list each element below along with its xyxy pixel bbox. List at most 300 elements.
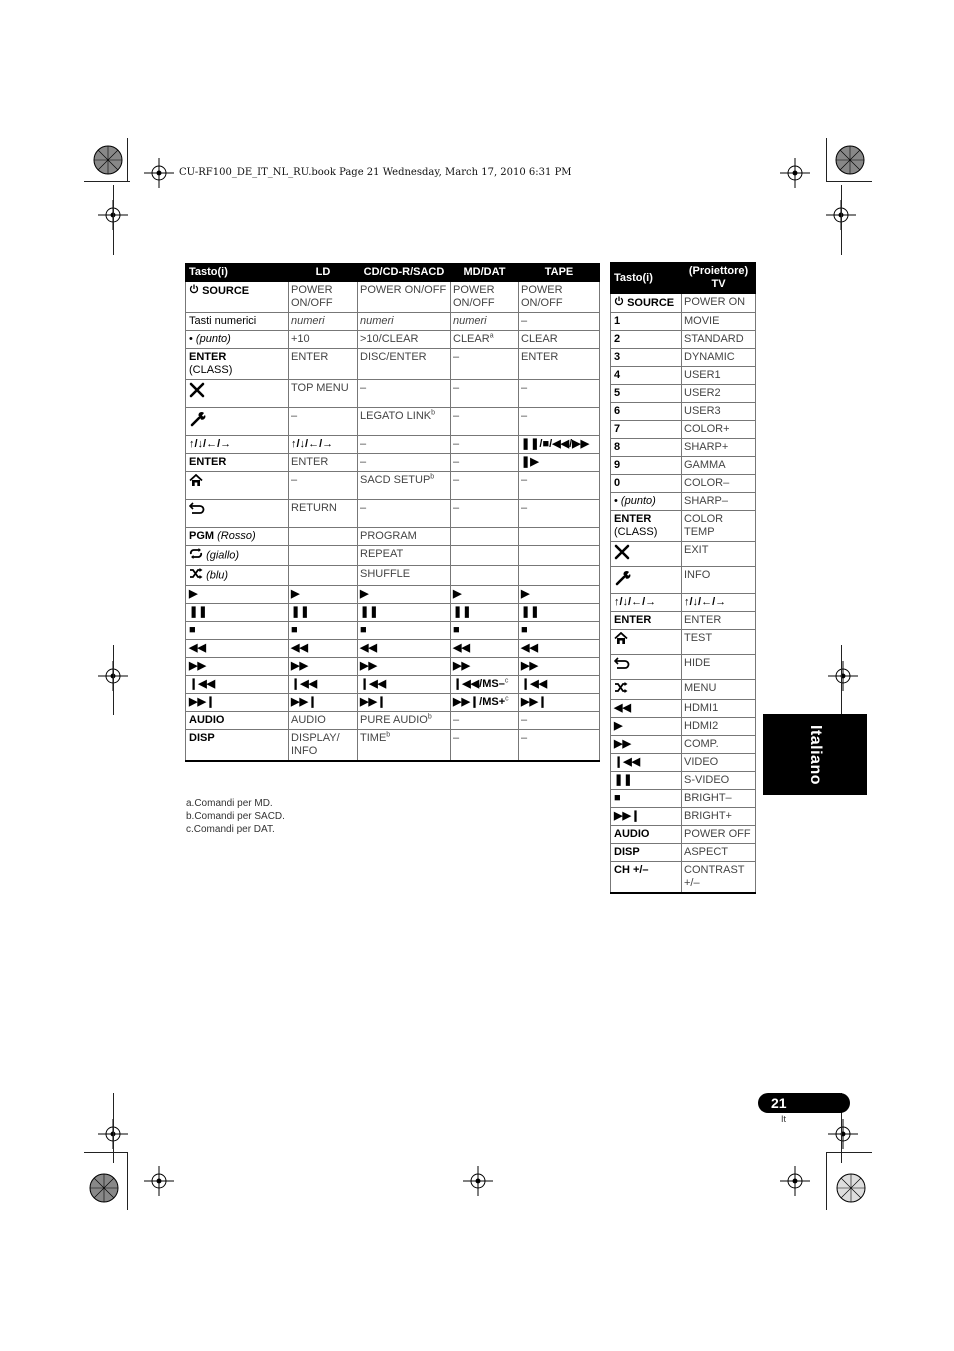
code-cell <box>451 282 519 313</box>
key-cell <box>611 862 682 894</box>
table-row <box>186 712 600 730</box>
table-header-row <box>186 264 600 282</box>
code-value: ▶▶❙ <box>521 696 548 708</box>
registration-mark-bottom-right <box>831 1168 871 1208</box>
table-row <box>186 313 600 331</box>
crosshair-mark <box>780 1166 810 1196</box>
column-header: LD <box>289 264 358 282</box>
key-label: ❚❚ <box>189 606 208 618</box>
code-cell <box>519 380 600 408</box>
exit-x-icon <box>614 544 630 564</box>
code-value: PURE AUDIO <box>360 714 428 726</box>
code-value: – <box>360 502 367 514</box>
table-row <box>186 676 600 694</box>
code-cell <box>451 586 519 604</box>
code-cell <box>682 475 756 493</box>
table-row <box>611 457 756 475</box>
code-cell <box>451 622 519 640</box>
key-label: 4 <box>614 369 621 381</box>
key-label: AUDIO <box>614 828 650 840</box>
footnote: b.Comandi per SACD. <box>186 811 285 822</box>
crosshair-mark <box>144 158 174 188</box>
language-tab-label: Italiano <box>806 724 824 785</box>
table-row <box>611 385 756 403</box>
code-cell <box>519 712 600 730</box>
code-cell <box>682 612 756 630</box>
code-value: HDMI1 <box>684 702 719 714</box>
code-cell <box>358 282 451 313</box>
page-number: 21 <box>758 1093 850 1113</box>
code-cell <box>519 331 600 349</box>
code-cell <box>358 408 451 436</box>
code-value: ▶ <box>291 588 300 600</box>
code-value: ▶▶❙/MS+ <box>453 696 506 708</box>
code-value: SHUFFLE <box>360 568 411 580</box>
code-value: – <box>453 474 460 486</box>
code-value: ENTER <box>291 351 329 363</box>
key-label: ❙◀◀ <box>614 756 641 768</box>
key-cell <box>186 712 289 730</box>
code-value: – <box>453 456 460 468</box>
key-cell <box>611 349 682 367</box>
code-value: – <box>360 438 367 450</box>
code-value: ▶▶❙ <box>291 696 318 708</box>
code-cell <box>682 421 756 439</box>
code-cell <box>682 403 756 421</box>
code-cell <box>682 349 756 367</box>
key-cell <box>611 680 682 700</box>
crop-line <box>841 645 842 715</box>
key-label: 3 <box>614 351 621 363</box>
tv-remote-codes-table <box>610 262 756 894</box>
table-row <box>186 282 600 313</box>
table-row <box>611 655 756 680</box>
code-cell <box>289 528 358 546</box>
wrench-icon <box>189 410 207 432</box>
table-row <box>611 475 756 493</box>
column-header: CD/CD-R/SACD <box>358 264 451 282</box>
code-value: numeri <box>360 315 394 327</box>
crosshair-mark <box>144 1166 174 1196</box>
key-cell <box>611 331 682 349</box>
code-value: STANDARD <box>684 333 744 345</box>
code-cell <box>519 349 600 380</box>
code-value: BRIGHT– <box>684 792 732 804</box>
code-value: – <box>453 351 460 363</box>
key-cell <box>611 439 682 457</box>
main-remote-codes-table <box>185 263 600 762</box>
table-row <box>186 436 600 454</box>
crop-line <box>826 1152 872 1153</box>
crosshair-mark <box>828 661 858 691</box>
code-value: ↑/↓/←/→ <box>684 596 727 608</box>
code-cell <box>289 586 358 604</box>
key-cell <box>611 313 682 331</box>
table-row <box>611 790 756 808</box>
code-value: ◀◀ <box>453 642 470 654</box>
code-cell <box>289 640 358 658</box>
key-cell <box>611 612 682 630</box>
code-cell <box>289 604 358 622</box>
code-cell <box>451 566 519 586</box>
key-label: 2 <box>614 333 621 345</box>
code-cell <box>682 772 756 790</box>
code-value: PROGRAM <box>360 530 417 542</box>
key-label: ENTER <box>189 456 227 468</box>
code-value: – <box>521 732 528 744</box>
code-cell <box>289 313 358 331</box>
key-cell <box>186 500 289 528</box>
code-cell <box>519 676 600 694</box>
code-cell <box>358 640 451 658</box>
key-cell <box>186 380 289 408</box>
code-cell <box>682 808 756 826</box>
footnote-ref: b <box>427 713 432 721</box>
code-value: ❚❚ <box>521 606 540 618</box>
code-cell <box>682 367 756 385</box>
code-cell <box>682 313 756 331</box>
footnote-ref: c <box>504 677 509 685</box>
code-value: S-VIDEO <box>684 774 730 786</box>
code-cell <box>682 826 756 844</box>
exit-x-icon <box>189 382 205 402</box>
key-label: ■ <box>614 792 621 804</box>
key-label: ◀◀ <box>614 702 631 714</box>
book-header: CU-RF100_DE_IT_NL_RU.book Page 21 Wednesday, March 17, 2010 6:31 PM <box>179 167 572 178</box>
code-value: ↑/↓/←/→ <box>291 438 334 450</box>
code-value: EXIT <box>684 544 709 556</box>
table-row <box>186 546 600 566</box>
crosshair-mark <box>780 158 810 188</box>
table-row <box>611 594 756 612</box>
code-cell <box>682 567 756 594</box>
code-value: – <box>453 732 460 744</box>
code-cell <box>682 511 756 542</box>
key-label: 1 <box>614 315 621 327</box>
key-label: SOURCE <box>202 284 250 297</box>
key-cell <box>611 403 682 421</box>
key-sublabel: (CLASS) <box>614 526 658 538</box>
code-cell <box>289 408 358 436</box>
code-value: LEGATO LINK <box>360 410 432 422</box>
code-cell <box>682 680 756 700</box>
code-cell <box>519 730 600 762</box>
code-value: >10/CLEAR <box>360 333 419 345</box>
footnote-ref: b <box>431 409 436 417</box>
return-icon <box>614 657 630 673</box>
code-value: ▶▶ <box>521 660 538 672</box>
table-row <box>611 349 756 367</box>
key-cell <box>611 475 682 493</box>
key-cell <box>611 772 682 790</box>
table-row <box>611 826 756 844</box>
key-cell <box>186 472 289 500</box>
table-row <box>186 380 600 408</box>
key-label: (punto) <box>195 333 231 345</box>
crosshair-mark <box>463 1166 493 1196</box>
code-cell <box>358 604 451 622</box>
repeat-icon <box>189 548 203 563</box>
code-value: ❚❚ <box>291 606 310 618</box>
table-row <box>186 331 600 349</box>
table-row <box>611 754 756 772</box>
code-cell <box>451 546 519 566</box>
key-label: ▶ <box>189 588 198 600</box>
table-row <box>611 736 756 754</box>
code-value: ENTER <box>521 351 559 363</box>
code-value: ❙◀◀/MS– <box>453 678 505 690</box>
code-value: ◀◀ <box>360 642 377 654</box>
code-cell <box>682 700 756 718</box>
table-row <box>186 454 600 472</box>
code-value: SHARP+ <box>684 441 729 453</box>
code-value: ENTER <box>684 614 722 626</box>
key-label: CH +/– <box>614 864 649 876</box>
crop-line <box>84 181 130 182</box>
code-value: TOP MENU <box>291 382 349 394</box>
code-value: POWER ON/OFF <box>453 284 495 309</box>
crop-line <box>127 1152 128 1210</box>
key-label: ENTER <box>614 513 652 525</box>
code-cell <box>358 331 451 349</box>
table-row <box>611 439 756 457</box>
code-value: COMP. <box>684 738 719 750</box>
code-cell <box>519 436 600 454</box>
code-cell <box>682 736 756 754</box>
key-label: ▶▶ <box>189 660 206 672</box>
code-cell <box>289 712 358 730</box>
key-cell <box>186 622 289 640</box>
code-value: MENU <box>684 682 717 694</box>
code-value: – <box>453 410 460 422</box>
key-cell <box>186 436 289 454</box>
crop-line <box>826 138 827 182</box>
code-value: COLOR– <box>684 477 730 489</box>
code-value: – <box>521 502 528 514</box>
code-cell <box>519 586 600 604</box>
code-value: HDMI2 <box>684 720 719 732</box>
key-label: ↑/↓/←/→ <box>614 596 657 608</box>
code-value: DISPLAY/ INFO <box>291 732 340 757</box>
table-header-row <box>611 263 756 294</box>
code-value: ◀◀ <box>521 642 538 654</box>
key-label: DISP <box>189 732 215 744</box>
code-cell <box>358 349 451 380</box>
code-cell <box>289 380 358 408</box>
table-row <box>186 730 600 762</box>
code-value: POWER ON <box>684 296 746 308</box>
key-cell <box>186 408 289 436</box>
key-cell <box>186 676 289 694</box>
code-cell <box>451 730 519 762</box>
registration-mark-top-right <box>830 140 870 180</box>
code-value: – <box>521 714 528 726</box>
table-row <box>611 567 756 594</box>
code-value: – <box>291 410 298 422</box>
crosshair-mark <box>828 1119 858 1149</box>
key-cell <box>611 367 682 385</box>
code-value: ▶ <box>521 588 530 600</box>
code-cell <box>682 862 756 894</box>
table-row <box>611 772 756 790</box>
code-cell <box>519 500 600 528</box>
code-value: ❚❚ <box>360 606 379 618</box>
code-value: TEST <box>684 632 713 644</box>
crop-line <box>826 181 872 182</box>
table-row <box>611 808 756 826</box>
key-cell <box>611 594 682 612</box>
table-row <box>186 472 600 500</box>
code-cell <box>519 282 600 313</box>
code-value: ENTER <box>291 456 329 468</box>
code-cell <box>451 380 519 408</box>
code-cell <box>358 622 451 640</box>
wrench-icon <box>614 569 632 591</box>
key-cell <box>611 493 682 511</box>
code-cell <box>519 528 600 546</box>
code-cell <box>519 640 600 658</box>
key-label: 6 <box>614 405 621 417</box>
key-color-note: (giallo) <box>206 549 240 562</box>
code-value: ▶ <box>453 588 462 600</box>
table-row <box>186 566 600 586</box>
table-row <box>611 680 756 700</box>
code-cell <box>519 622 600 640</box>
code-value: – <box>521 315 528 327</box>
shuffle-icon <box>189 568 203 583</box>
code-cell <box>451 694 519 712</box>
table-row <box>611 511 756 542</box>
key-label: ▶ <box>614 720 623 732</box>
key-label: 0 <box>614 477 621 489</box>
code-cell <box>358 694 451 712</box>
code-cell <box>289 331 358 349</box>
code-cell <box>451 676 519 694</box>
code-value: TIME <box>360 732 387 744</box>
key-cell <box>186 546 289 566</box>
footnote-ref: b <box>386 731 391 739</box>
return-icon <box>189 502 205 518</box>
code-value: GAMMA <box>684 459 726 471</box>
key-cell <box>186 313 289 331</box>
footnote: c.Comandi per DAT. <box>186 824 275 835</box>
code-value: ▶▶❙ <box>360 696 387 708</box>
key-label: 7 <box>614 423 621 435</box>
code-value: RETURN <box>291 502 337 514</box>
table-row <box>186 349 600 380</box>
code-value: ■ <box>360 624 367 636</box>
key-label: 5 <box>614 387 621 399</box>
key-cell <box>611 294 682 313</box>
table-row <box>611 700 756 718</box>
code-value: – <box>291 474 298 486</box>
key-cell <box>611 421 682 439</box>
column-header: Tasto(i) <box>611 263 682 294</box>
key-cell <box>611 754 682 772</box>
table-row <box>611 630 756 655</box>
key-label: AUDIO <box>189 714 225 726</box>
code-cell <box>451 658 519 676</box>
power-icon <box>614 296 624 310</box>
code-cell <box>682 594 756 612</box>
code-value: ◀◀ <box>291 642 308 654</box>
key-label: 8 <box>614 441 621 453</box>
table-row <box>186 640 600 658</box>
code-cell <box>358 472 451 500</box>
code-cell <box>519 604 600 622</box>
code-value: POWER ON/OFF <box>521 284 563 309</box>
code-cell <box>358 528 451 546</box>
crop-line <box>826 1152 827 1210</box>
key-cell <box>186 658 289 676</box>
code-value: – <box>360 456 367 468</box>
key-cell <box>611 736 682 754</box>
key-label: ■ <box>189 624 196 636</box>
crop-line <box>113 185 114 255</box>
footnotes <box>186 797 285 836</box>
code-value: numeri <box>291 315 325 327</box>
code-cell <box>682 655 756 680</box>
table-row <box>611 367 756 385</box>
code-value: CONTRAST +/– <box>684 864 745 889</box>
key-cell <box>611 808 682 826</box>
code-value: ❚▶ <box>521 456 539 468</box>
column-header: MD/DAT <box>451 264 519 282</box>
crop-line <box>113 645 114 715</box>
key-cell <box>611 790 682 808</box>
code-cell <box>451 712 519 730</box>
page-language-code: It <box>781 1114 787 1124</box>
table-row <box>611 403 756 421</box>
code-value: SACD SETUP <box>360 474 431 486</box>
key-label: DISP <box>614 846 640 858</box>
code-value: ▶▶ <box>360 660 377 672</box>
code-value: SHARP– <box>684 495 729 507</box>
table-row <box>611 844 756 862</box>
table-row <box>186 658 600 676</box>
code-cell <box>451 500 519 528</box>
key-cell <box>611 826 682 844</box>
code-cell <box>289 546 358 566</box>
table-row <box>611 862 756 894</box>
key-label: SOURCE <box>627 296 675 309</box>
code-cell <box>682 439 756 457</box>
code-value: ■ <box>453 624 460 636</box>
code-cell <box>682 331 756 349</box>
code-cell <box>358 500 451 528</box>
code-cell <box>451 436 519 454</box>
code-cell <box>358 586 451 604</box>
key-cell <box>186 694 289 712</box>
home-icon <box>189 474 203 491</box>
code-cell <box>519 472 600 500</box>
registration-mark-top-left <box>88 140 128 180</box>
key-label: Tasti numerici <box>189 315 257 327</box>
key-cell <box>611 844 682 862</box>
table-row <box>611 331 756 349</box>
table-row <box>186 622 600 640</box>
table-row <box>186 694 600 712</box>
code-value: POWER ON/OFF <box>360 284 447 296</box>
code-cell <box>682 457 756 475</box>
crop-line <box>127 138 128 182</box>
code-cell <box>358 546 451 566</box>
key-cell <box>611 457 682 475</box>
code-value: POWER OFF <box>684 828 751 840</box>
table-row <box>611 542 756 567</box>
code-cell <box>451 454 519 472</box>
table-row <box>611 421 756 439</box>
